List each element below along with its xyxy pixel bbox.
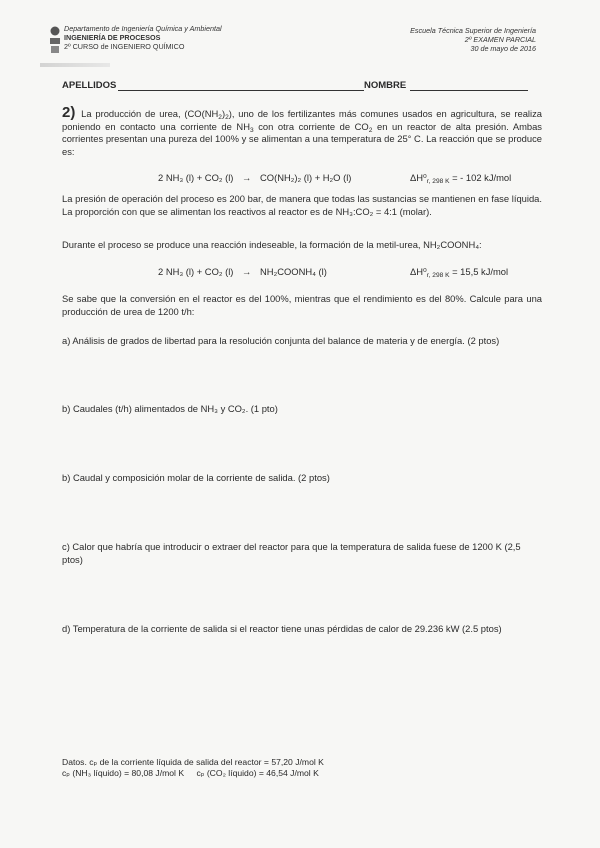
eq2-reactants: 2 NH₃ (l) + CO₂ (l) <box>158 266 234 277</box>
eq1-dh-value: = - 102 kJ/mol <box>449 172 512 183</box>
eq1-products: CO(NH₂)₂ (l) + H₂O (l) <box>260 172 352 183</box>
eq1-dh-sub: r, 298 K <box>426 178 450 185</box>
name-label: NOMBRE <box>364 80 407 91</box>
eq1-reactants: 2 NH₃ (l) + CO₂ (l) <box>158 172 234 183</box>
course-year: 2º CURSO de INGENIERO QUÍMICO <box>64 42 185 51</box>
exam-title: 2º EXAMEN PARCIAL <box>464 35 536 44</box>
header-right <box>410 26 536 53</box>
reaction-enthalpy-2 <box>410 266 508 278</box>
course-title: INGENIERÍA DE PROCESOS <box>64 33 161 42</box>
eq1-arrow: → <box>242 172 252 183</box>
conversion-text: Se sabe que la conversión en el reactor es del 100%, mientras que el rendimiento es del 80%. Calcule para una producción de urea de 1200 t/h: <box>62 293 542 317</box>
university-logo <box>49 26 61 54</box>
intro-sub: 3 <box>249 126 254 134</box>
question-c: c) Calor que habría que introducir o extraer del reactor para que la temperatura de salida fuese de 1200 K (2,5 ptos) <box>62 541 521 565</box>
exam-date: 30 de mayo de 2016 <box>470 44 536 53</box>
intro-text: ), uno de los fertilizantes más comunes usados en agricultura, se realiza poniendo en contacto una corriente de NH <box>62 108 542 132</box>
header-left <box>64 24 222 51</box>
side-reaction-text: Durante el proceso se produce una reacción indeseable, la formación de la metil-urea, NH₂COONH₄: <box>62 239 482 250</box>
reaction-enthalpy-1 <box>410 172 511 184</box>
intro-sub: 2 <box>218 114 222 121</box>
cp-nh3: cₚ (NH₃ líquido) = 80,08 J/mol K <box>62 768 185 778</box>
question-d: d) Temperatura de la corriente de salida si el reactor tiene unas pérdidas de calor de 29.236 kW (2.5 ptos) <box>62 623 502 634</box>
reaction-equation-1 <box>158 172 351 183</box>
intro-text: con otra corriente de CO <box>253 120 369 132</box>
problem-intro <box>62 104 542 158</box>
intro-sub: 2 <box>368 126 373 134</box>
eq2-arrow: → <box>242 266 252 277</box>
data-note <box>62 757 324 779</box>
eq2-dh-value: = 15,5 kJ/mol <box>449 266 509 277</box>
operating-conditions: La presión de operación del proceso es 200 bar, de manera que todas las sustancias se mantienen en fase líquida. La proporción con que se alimentan los reactivos al reactor es de NH₃:CO₂ = 4:1 (molar). <box>62 193 542 217</box>
name-field[interactable] <box>410 90 528 91</box>
scan-smudge <box>40 63 110 67</box>
reaction-equation-2 <box>158 266 327 277</box>
eq1-dh-label: ΔH⁰ <box>410 172 427 183</box>
department: Departamento de Ingeniería Química y Ambiental <box>64 24 222 33</box>
data-line-2 <box>62 768 324 779</box>
intro-text: La producción de urea, (CO(NH <box>81 108 219 119</box>
intro-sub: 2 <box>225 114 229 121</box>
eq2-products: NH₂COONH₄ (l) <box>260 266 327 277</box>
problem-number: 2) <box>62 104 76 121</box>
question-b2: b) Caudal y composición molar de la corriente de salida. (2 ptos) <box>62 472 330 483</box>
surname-field[interactable] <box>118 90 364 91</box>
data-line-1: Datos. cₚ de la corriente líquida de salida del reactor = 57,20 J/mol K <box>62 757 324 767</box>
intro-text: ) <box>221 108 226 119</box>
intro-text: en un reactor de alta presión. Ambas corrientes presentan una pureza del 100% y se alimentan a una temperatura de 25° C. La reacción que se produce es: <box>62 120 542 157</box>
question-b1: b) Caudales (t/h) alimentados de NH₃ y CO₂. (1 pto) <box>62 403 278 414</box>
eq2-dh-sub: r, 298 K <box>426 272 450 279</box>
surname-label: APELLIDOS <box>62 80 117 91</box>
school: Escuela Técnica Superior de Ingeniería <box>410 26 536 35</box>
eq2-dh-label: ΔH⁰ <box>410 266 427 277</box>
cp-co2: cₚ (CO₂ líquido) = 46,54 J/mol K <box>196 768 319 778</box>
question-a: a) Análisis de grados de libertad para la resolución conjunta del balance de materia y de energía. (2 ptos) <box>62 335 500 346</box>
